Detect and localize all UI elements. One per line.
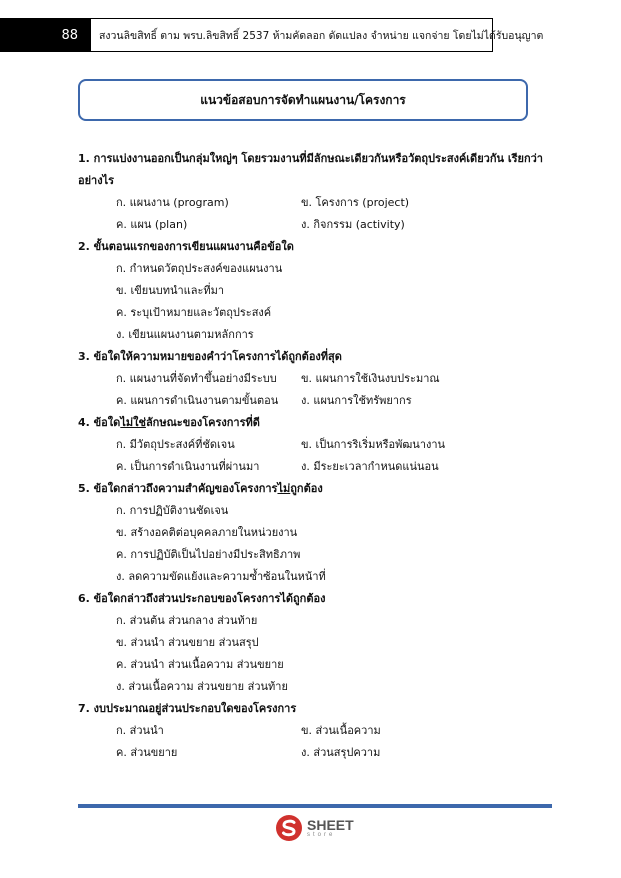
option-c: ค. การปฏิบัติเป็นไปอย่างมีประสิทธิภาพ: [116, 548, 301, 561]
logo-text: SHEET: [307, 817, 354, 833]
option-d: ง. มีระยะเวลากำหนดแน่นอน: [301, 460, 439, 473]
option-b: ข. เป็นการริเริ่มหรือพัฒนางาน: [301, 438, 446, 451]
question-text: 1. การแบ่งงานออกเป็นกลุ่มใหญ่ๆ โดยรวมงานที่มีลักษณะเดียวกันหรือวัตถุประสงค์เดียวกัน เรียกว่าอย่างไร: [78, 152, 543, 187]
option-b: ข. ส่วนเนื้อความ: [301, 724, 381, 737]
copyright-notice: สงวนลิขสิทธิ์ ตาม พรบ.ลิขสิทธิ์ 2537 ห้ามคัดลอก ดัดแปลง จำหน่าย แจกจ่าย โดยไม่ได้รับอนุญาต: [90, 18, 493, 52]
question-text-start: 5. ข้อใดกล่าวถึงความสำคัญของโครงการ: [78, 482, 278, 495]
question-2: [78, 236, 548, 346]
question-1: [78, 148, 548, 236]
question-text-end: ถูกต้อง: [290, 482, 323, 495]
option-c: ค. แผนการดำเนินงานตามขั้นตอน: [116, 394, 279, 407]
option-b: ข. สร้างอคติต่อบุคคลภายในหน่วยงาน: [116, 526, 298, 539]
option-c: ค. ระบุเป้าหมายและวัตถุประสงค์: [116, 306, 272, 319]
logo-wordmark: [307, 818, 354, 838]
option-a: ก. ส่วนนำ: [116, 724, 164, 737]
options: [78, 192, 548, 236]
options: [78, 500, 548, 588]
options: [78, 434, 548, 478]
question-5: [78, 478, 548, 588]
question-text: [78, 412, 548, 434]
option-b: ข. ส่วนนำ ส่วนขยาย ส่วนสรุป: [116, 636, 259, 649]
question-3: [78, 346, 548, 412]
question-text-start: 4. ข้อใด: [78, 416, 121, 429]
question-list: [78, 148, 548, 764]
option-a: ก. แผนงานที่จัดทำขึ้นอย่างมีระบบ: [116, 372, 277, 385]
option-a: ก. มีวัตถุประสงค์ที่ชัดเจน: [116, 438, 235, 451]
options: [78, 720, 548, 764]
question-text: [78, 478, 548, 500]
option-c: ค. เป็นการดำเนินงานที่ผ่านมา: [116, 460, 260, 473]
options: [78, 368, 548, 412]
option-c: ค. ส่วนขยาย: [116, 746, 178, 759]
question-emphasis: ไม่ใช่: [120, 416, 146, 429]
question-text: 2. ขั้นตอนแรกของการเขียนแผนงานคือข้อใด: [78, 240, 294, 253]
question-text: 3. ข้อใดให้ความหมายของคำว่าโครงการได้ถูกต้องที่สุด: [78, 350, 342, 363]
option-b: ข. แผนการใช้เงินงบประมาณ: [301, 372, 440, 385]
sheet-logo-icon: [275, 814, 303, 842]
options: [78, 258, 548, 346]
option-d: ง. แผนการใช้ทรัพยากร: [301, 394, 412, 407]
option-d: ง. ลดความขัดแย้งและความซ้ำซ้อนในหน้าที่: [116, 570, 326, 583]
option-c: ค. แผน (plan): [116, 218, 188, 231]
footer-divider: [78, 804, 552, 808]
question-4: [78, 412, 548, 478]
option-b: ข. โครงการ (project): [301, 196, 410, 209]
option-d: ง. เขียนแผนงานตามหลักการ: [116, 328, 254, 341]
question-6: [78, 588, 548, 698]
options: [78, 610, 548, 698]
question-7: [78, 698, 548, 764]
sheet-store-logo: [275, 814, 354, 842]
option-d: ง. กิจกรรม (activity): [301, 218, 405, 231]
question-emphasis: ไม่: [277, 482, 291, 495]
logo-subtext: store: [307, 832, 336, 838]
option-a: ก. ส่วนต้น ส่วนกลาง ส่วนท้าย: [116, 614, 258, 627]
option-a: ก. แผนงาน (program): [116, 196, 229, 209]
option-d: ง. ส่วนเนื้อความ ส่วนขยาย ส่วนท้าย: [116, 680, 288, 693]
page-number: 88: [0, 18, 90, 52]
question-text: 7. งบประมาณอยู่ส่วนประกอบใดของโครงการ: [78, 702, 297, 715]
question-text: 6. ข้อใดกล่าวถึงส่วนประกอบของโครงการได้ถูกต้อง: [78, 592, 326, 605]
option-b: ข. เขียนบทนำและที่มา: [116, 284, 225, 297]
option-c: ค. ส่วนนำ ส่วนเนื้อความ ส่วนขยาย: [116, 658, 284, 671]
option-a: ก. การปฏิบัติงานชัดเจน: [116, 504, 229, 517]
option-d: ง. ส่วนสรุปความ: [301, 746, 381, 759]
page-title: แนวข้อสอบการจัดทำแผนงาน/โครงการ: [78, 79, 528, 121]
question-text-end: ลักษณะของโครงการที่ดี: [145, 416, 260, 429]
option-a: ก. กำหนดวัตถุประสงค์ของแผนงาน: [116, 262, 283, 275]
